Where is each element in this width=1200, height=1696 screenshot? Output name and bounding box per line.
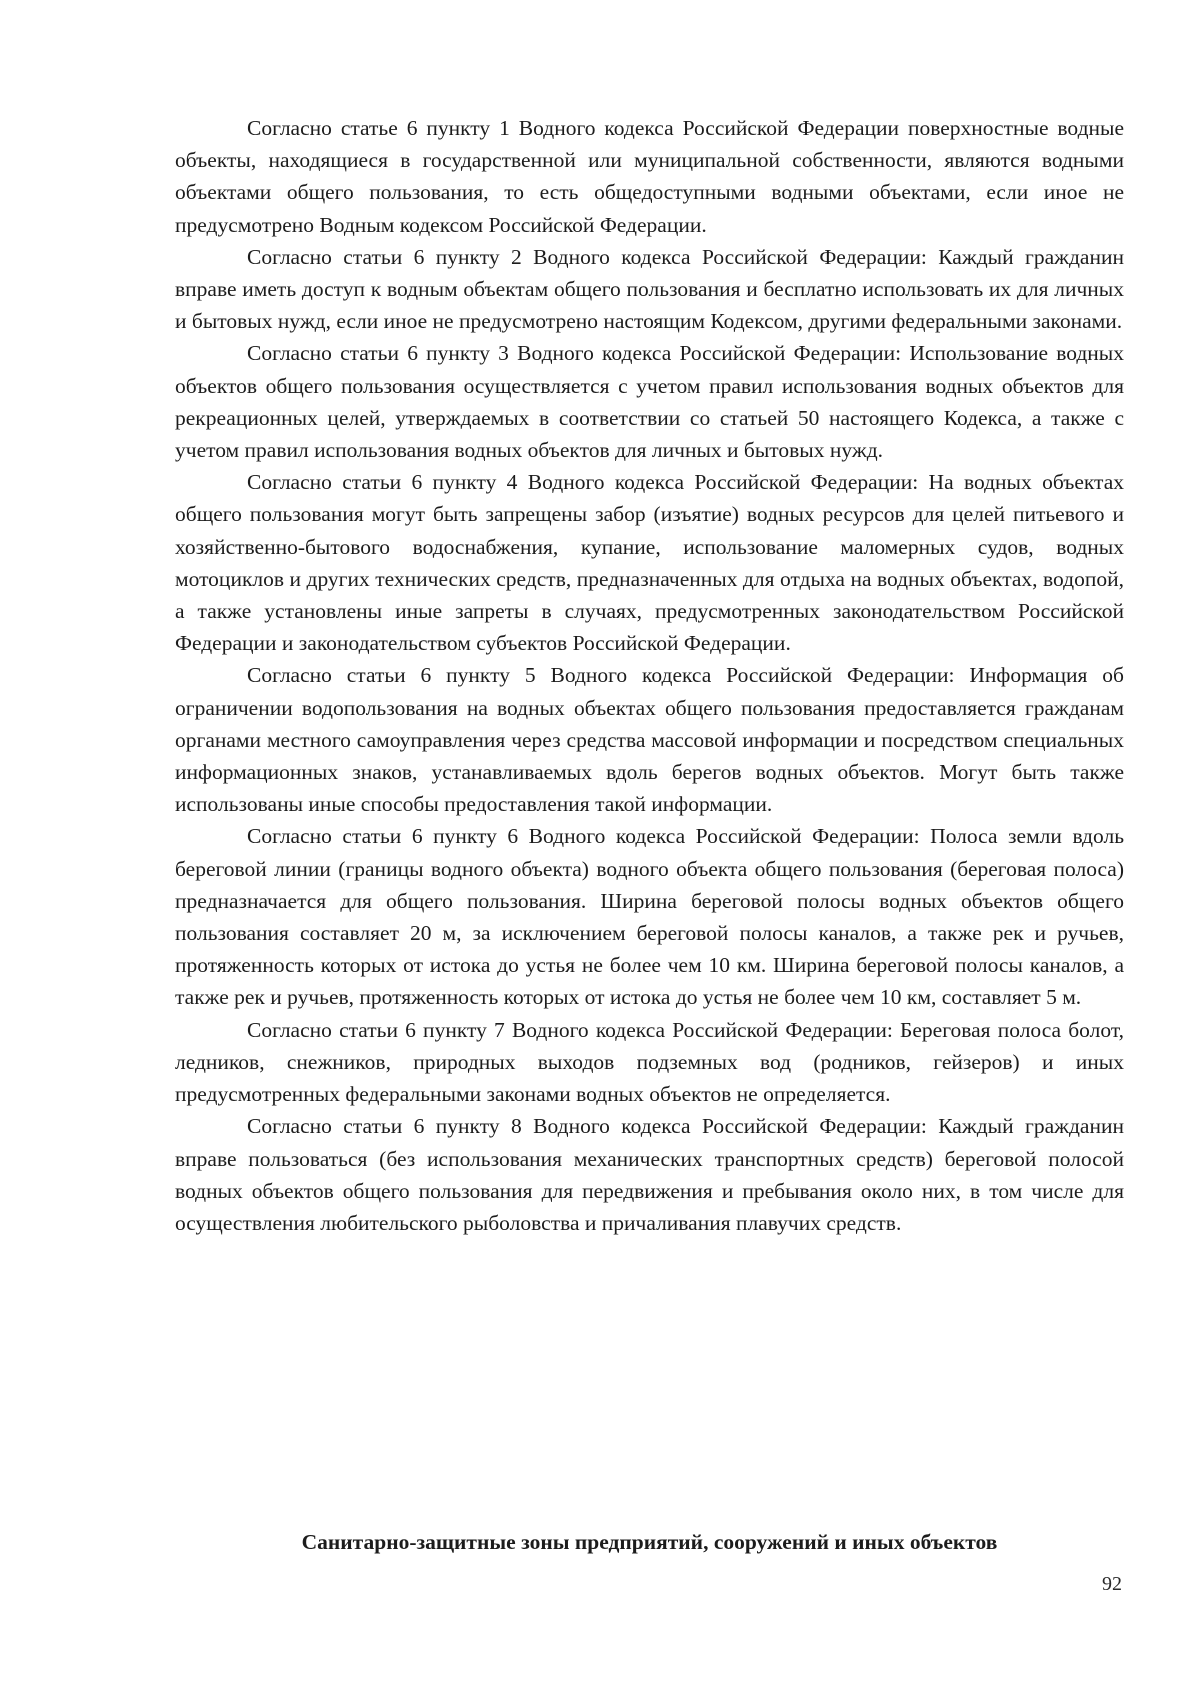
paragraph-article6-item2: Согласно статьи 6 пункту 2 Водного кодекса Российской Федерации: Каждый гражданин вправе иметь доступ к водным объектам общего пользования и бесплатно использовать их для личных и бытовых нужд, если иное не предусмотрено настоящим Кодексом, другими федеральными законами.: [175, 244, 1124, 334]
paragraph-article6-item3: Согласно статьи 6 пункту 3 Водного кодекса Российской Федерации: Использование водных объектов общего пользования осуществляется с учетом правил использования водных объектов для рекреационных целей, утверждаемых в соответствии со статьей 50 настоящего Кодекса, а также с учетом правил использования водных объектов для личных и бытовых нужд.: [175, 341, 1124, 463]
paragraph-article6-item8: Согласно статьи 6 пункту 8 Водного кодекса Российской Федерации: Каждый гражданин вправе пользоваться (без использования механических транспортных средств) береговой полосой водных объектов общего пользования для передвижения и пребывания около них, в том числе для осуществления любительского рыболовства и причаливания плавучих средств.: [175, 1114, 1124, 1235]
paragraph-article6-item4: Согласно статьи 6 пункту 4 Водного кодекса Российской Федерации: На водных объектах общего пользования могут быть запрещены забор (изъятие) водных ресурсов для целей питьевого и хозяйственно-бытового водоснабжения, купание, использование маломерных судов, водных мотоциклов и других технических средств, предназначенных для отдыха на водных объектах, водопой, а также установлены иные запреты в случаях, предусмотренных законодательством Российской Федерации и законодательством субъектов Российской Федерации.: [175, 470, 1124, 656]
paragraph-article6-item7: Согласно статьи 6 пункту 7 Водного кодекса Российской Федерации: Береговая полоса болот, ледников, снежников, природных выходов подземных вод (родников, гейзеров) и иных предусмотренных федеральными законами водных объектов не определяется.: [175, 1017, 1124, 1107]
document-body: [175, 112, 1124, 1239]
paragraph-article6-item5: Согласно статьи 6 пункту 5 Водного кодекса Российской Федерации: Информация об ограничении водопользования на водных объектах общего пользования предоставляется гражданам органами местного самоуправления через средства массовой информации и посредством специальных информационных знаков, устанавливаемых вдоль берегов водных объектов. Могут быть также использованы иные способы предоставления такой информации.: [175, 663, 1124, 817]
paragraph-article6-item1: Согласно статье 6 пункту 1 Водного кодекса Российской Федерации поверхностные водные объекты, находящиеся в государственной или муниципальной собственности, являются водными объектами общего пользования, то есть общедоступными водными объектами, если иное не предусмотрено Водным кодексом Российской Федерации.: [175, 116, 1124, 237]
page-number: 92: [1102, 1573, 1122, 1595]
paragraph-article6-item6: Согласно статьи 6 пункту 6 Водного кодекса Российской Федерации: Полоса земли вдоль береговой линии (границы водного объекта) водного объекта общего пользования (береговая полоса) предназначается для общего пользования. Ширина береговой полосы водных объектов общего пользования составляет 20 м, за исключением береговой полосы каналов, а также рек и ручьев, протяженность которых от истока до устья не более чем 10 км. Ширина береговой полосы каналов, а также рек и ручьев, протяженность которых от истока до устья не более чем 10 км, составляет 5 м.: [175, 824, 1124, 1010]
section-heading: Санитарно-защитные зоны предприятий, сооружений и иных объектов: [301, 1530, 998, 1554]
